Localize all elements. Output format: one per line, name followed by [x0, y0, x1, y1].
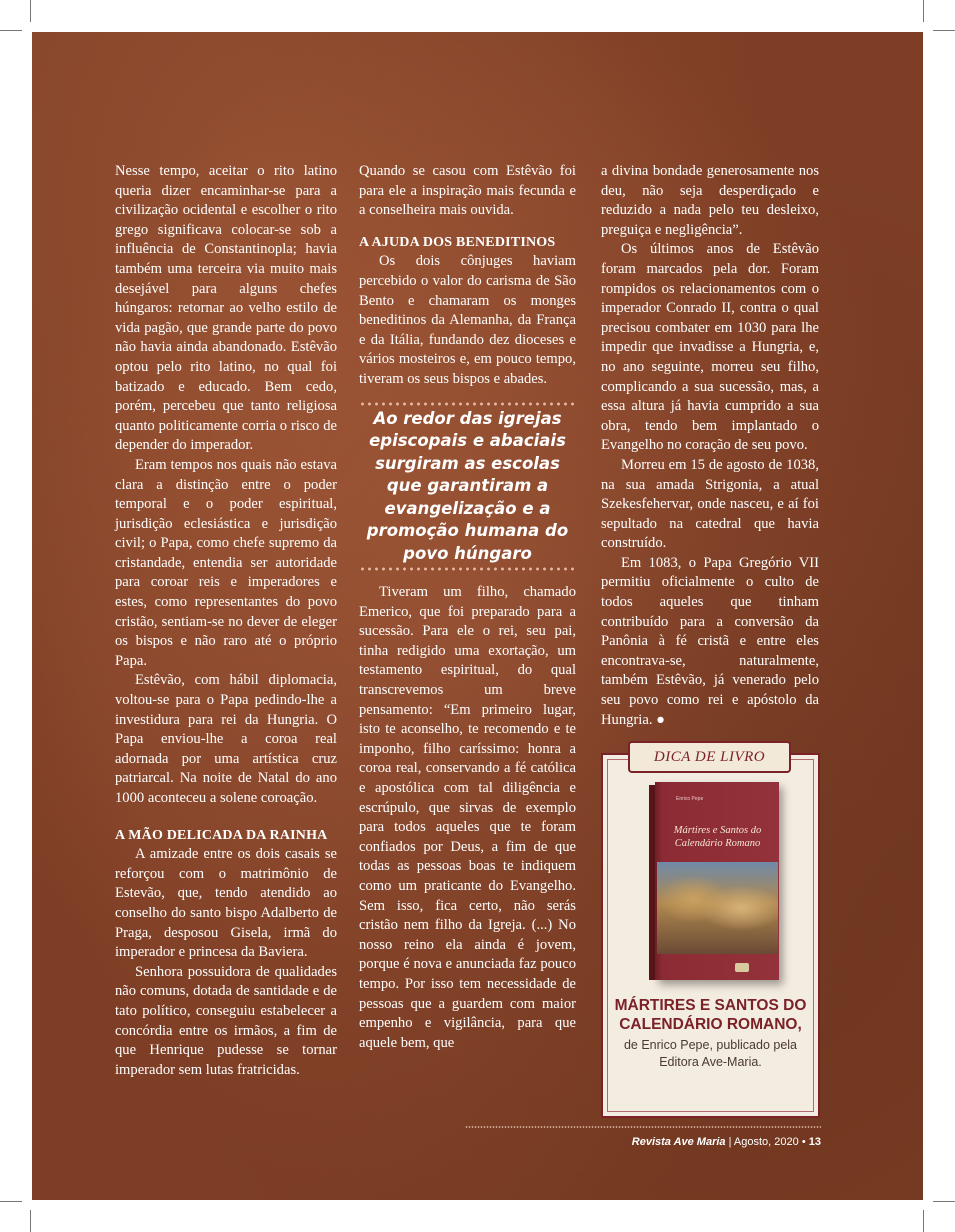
- paragraph: Nesse tempo, aceitar o rito latino queria dizer encaminhar-se para a civilização ocidental e escolher o rito grego significava colocar-se sob a influência de Constantinopla; havia também uma terceira via muito mais desejável para alguns chefes húngaros: retornar ao velho estilo de vida pagão, que grande parte do povo não havia ainda abandonado. Estêvão optou pelo rito latino, no qual foi batizado e educado. Bem cedo, porém, percebeu que tanto religiosa quanto politicamente corria o risco de depender do imperador.: [115, 163, 337, 454]
- column-3: [601, 162, 819, 730]
- section-heading: A AJUDA DOS BENEDITINOS: [359, 234, 556, 250]
- pull-quote: Ao redor das igrejas episcopais e abaciais surgiram as escolas que garantiram a evangelização e a promoção humana do povo húngaro: [366, 408, 569, 563]
- book-cover-author: Enrico Pepe: [676, 796, 704, 802]
- page-number: 13: [808, 1136, 821, 1148]
- issue-date: Agosto, 2020: [733, 1136, 799, 1148]
- paragraph: Tiveram um filho, chamado Emerico, que foi preparado para a sucessão. Para ele o rei, seu pai, tinha redigido uma exortação, um testamento espiritual, do qual transcrevemos um breve pensamento: “Em primeiro lugar, isto te aconselho, te recomendo e te imponho, filho caríssimo: honra a coroa real, conservando a fé católica e apostólica com tal diligência e escrúpulo, que sirvas de exemplo para todos aqueles que te foram confiados por Deus, a fim de que todas as pessoas boas te indiquem como um praticante do Evangelho. Sem isso, fica certo, não serás cristão nem filho da Igreja. (...) No nosso reino ela ainda é jovem, porque é nova e anunciada faz pouco tempo. Por isso tem necessidade de pessoas que a guardem com maior empenho e vigilância, para que aquele bem, que: [359, 584, 576, 1051]
- paragraph: Eram tempos nos quais não estava clara a distinção entre o poder temporal e o poder espiritual, jurisdição eclesiástica e jurisdição civil; o Papa, como chefe supremo da cristandade, entendia ser autoridade para coroar reis e imperadores e estes, como representantes do povo cristão, sentiam-se no dever de eleger os bispos e não raro até o próprio Papa.: [115, 456, 337, 669]
- footer-bullet: •: [801, 1136, 806, 1148]
- column-1: [115, 162, 337, 1080]
- paragraph: a divina bondade generosamente nos deu, não seja desperdiçado e reduzido a nada pelo teu desleixo, preguiça e negligência”.: [601, 163, 819, 238]
- end-mark-icon: ●: [656, 711, 665, 728]
- book-cover-artwork: [657, 862, 778, 954]
- footer-dotted-rule: [465, 1126, 821, 1128]
- column-2: [359, 162, 576, 1053]
- publisher-logo-icon: [735, 963, 749, 972]
- crop-mark: [923, 0, 924, 22]
- paragraph: Os últimos anos de Estêvão foram marcados pela dor. Foram rompidos os relacionamentos com o imperador Conrado II, contra o qual precisou combater em 1030 para lhe impedir que invadisse a Hungria, e, no ano seguinte, morreu seu filho, complicando a sua sucessão, mas, a essa altura já havia cumprido a sua obra, tendo bem implantado o Evangelho no coração de seu povo.: [601, 241, 819, 454]
- paragraph: Os dois cônjuges haviam percebido o valor do carisma de São Bento e chamaram os monges beneditinos da Alemanha, da França e da Itália, fundando dez dioceses e vários mosteiros e, em pouco tempo, tiveram os seus bispos e abades.: [359, 253, 576, 387]
- crop-mark: [933, 1201, 955, 1202]
- paragraph: Morreu em 15 de agosto de 1038, na sua amada Strigonia, a atual Szekesfehervar, onde nasceu, e aí foi sepultado na catedral que havia construído.: [601, 456, 819, 552]
- book-tip-badge-label: DICA DE LIVRO: [653, 748, 766, 765]
- paragraph: Quando se casou com Estêvão foi para ele a inspiração mais fecunda e a conselheira mais ouvida.: [359, 163, 576, 219]
- paragraph: A amizade entre os dois casais se reforçou com o matrimônio de Estevão, que, tendo atendido ao conselho do santo bispo Adalberto de Praga, desposou Gisela, irmã do imperador e princesa da Baviera.: [115, 846, 337, 961]
- crop-mark: [0, 30, 22, 31]
- section-heading: A MÃO DELICADA DA RAINHA: [115, 827, 328, 843]
- footer-separator: |: [728, 1136, 732, 1148]
- paragraph: Senhora possuidora de qualidades não comuns, dotada de santidade e de tato político, conseguiu estabelecer a concórdia entre os irmãos, a fim de que Henrique pudesse se tornar imperador sem lutas fratricidas.: [115, 963, 337, 1078]
- book-title: MÁRTIRES E SANTOS DO CALENDÁRIO ROMANO,: [614, 997, 807, 1033]
- crop-mark: [0, 1201, 22, 1202]
- paragraph-text: Em 1083, o Papa Gregório VII permitiu oficialmente o culto de todos aqueles que tinham contribuído para a conversão da Panônia à fé cristã e entre eles encontrava-se, naturalmente, também Estêvão, já venerado pelo seu povo como rei e apóstolo da Hungria.: [601, 554, 819, 728]
- paragraph: [601, 554, 819, 730]
- crop-mark: [30, 1210, 31, 1232]
- magazine-name: Revista Ave Maria: [631, 1136, 726, 1148]
- paragraph: Estêvão, com hábil diplomacia, voltou-se para o Papa pedindo-lhe a investidura para rei da Hungria. O Papa enviou-lhe a coroa real adornada por uma artística cruz patriarcal. Na noite de Natal do ano 1000 aconteceu a solene coroação.: [115, 672, 337, 806]
- crop-mark: [933, 30, 955, 31]
- book-credit: de Enrico Pepe, publicado pela Editora Ave-Maria.: [623, 1038, 798, 1069]
- book-tip-badge: [628, 741, 791, 773]
- dotted-divider: [359, 400, 576, 408]
- book-cover-title: Mártires e Santos do Calendário Romano: [673, 825, 762, 849]
- page-footer: [465, 1136, 821, 1148]
- crop-mark: [923, 1210, 924, 1232]
- crop-mark: [30, 0, 31, 22]
- dotted-divider: [359, 565, 576, 573]
